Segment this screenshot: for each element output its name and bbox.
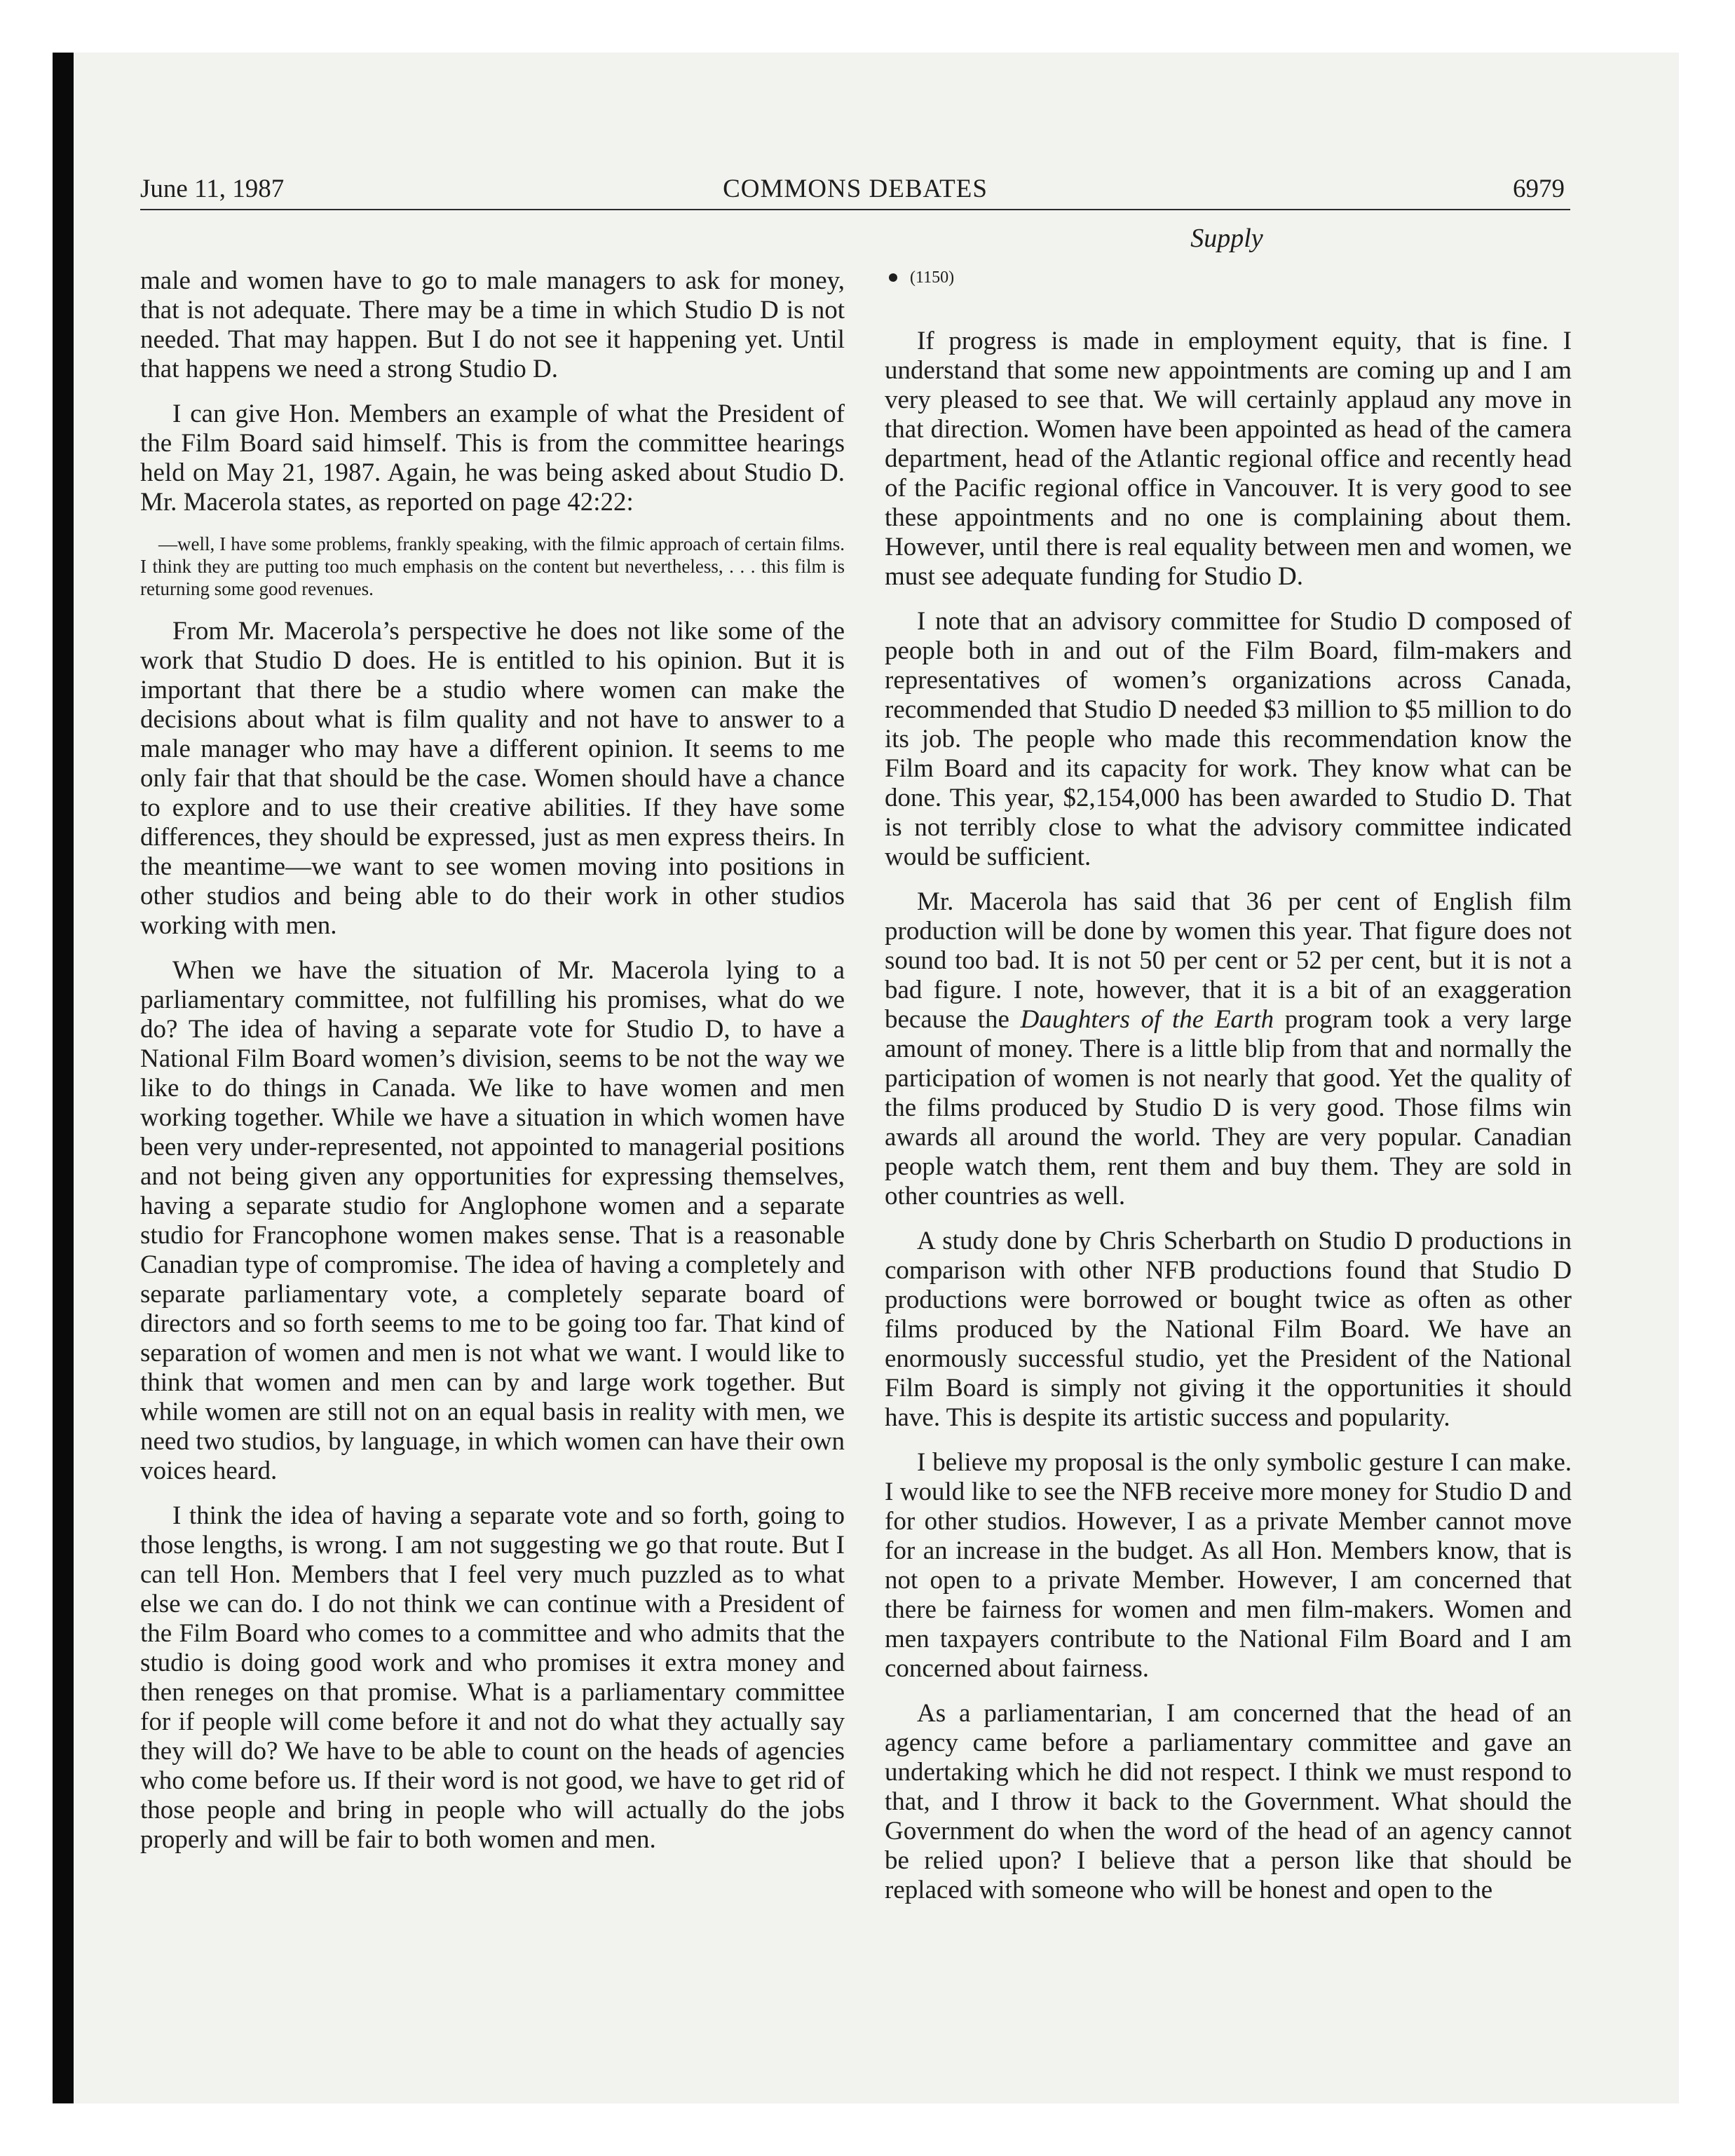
section-title: Supply: [1190, 224, 1263, 253]
paragraph: From Mr. Macerola’s perspective he does not like some of the work that Studio D does. He is entitled to his opinion. But it is important that there be a studio where women can make the decisions about what is film quality and not have to answer to a male manager who may have a different opinion. It seems to me only fair that that should be the case. Women should have a chance to explore and to use their creative abilities. If they have some differences, they should be expressed, just as men express theirs. In the meantime—we want to see women moving into positions in other studios and being able to do their work in other studios working with men.: [140, 617, 845, 940]
paragraph-text: Mr. Macerola has said that 36 per cent of English film production will be done by women this year. That figure does not sound too bad. It is not 50 per cent or 52 per cent, but it is not a bad figure. I note, however, that it is a bit of an exaggeration because the: [885, 887, 1572, 1034]
bullet-icon: [889, 273, 897, 282]
page-header: [140, 170, 1570, 210]
paragraph: I can give Hon. Members an example of what the President of the Film Board said himself. This is from the committee hearings held on May 21, 1987. Again, he was being asked about Studio D. Mr. Macerola states, as reported on page 42:22:: [140, 400, 845, 517]
paragraph: When we have the situation of Mr. Macerola lying to a parliamentary committee, not fulfilling his promises, what do we do? The idea of having a separate vote for Studio D, to have a National Film Board women’s division, seems to be not the way we like to do things in Canada. We like to have women and men working together. While we have a situation in which women have been very under-represented, not appointed to managerial positions and not being given any opportunities for expressing themselves, having a separate studio for Anglophone women and a separate studio for Francophone women makes sense. That is a reasonable Canadian type of compromise. The idea of having a completely and separate parliamentary vote, a completely separate board of directors and so forth seems to me to be going too far. That kind of separation of women and men is not what we want. I would like to think that women and men can by and large work together. But while women are still not on an equal basis in reality with men, we need two studios, by language, in which women can have their own voices heard.: [140, 956, 845, 1485]
time-marker-text: (1150): [910, 268, 955, 287]
paragraph: I think the idea of having a separate vote and so forth, going to those lengths, is wrong. I am not suggesting we go that route. But I can tell Hon. Members that I feel very much puzzled as to what else we can do. I do not think we can continue with a President of the Film Board who comes to a committee and who admits that the studio is doing good work and who promises it extra money and then reneges on that promise. What is a parliamentary committee for if people will come before it and not do what they actually say they will do? We have to be able to count on the heads of agencies who come before us. If their word is not good, we have to get rid of those people and bring in people who will actually do the jobs properly and will be fair to both women and men.: [140, 1501, 845, 1854]
paragraph-text: program took a very large amount of money. There is a little blip from that and normally the participation of women is not nearly that good. Yet the quality of the films produced by Studio D is very good. Those films win awards all around the world. They are very popular. Canadian people watch them, rent them and buy them. They are sold in other countries as well.: [885, 1005, 1572, 1210]
paragraph: male and women have to go to male managers to ask for money, that is not adequate. There may be a time in which Studio D is not needed. That may happen. But I do not see it happening yet. Until that happens we need a strong Studio D.: [140, 266, 845, 383]
paragraph: I note that an advisory committee for Studio D composed of people both in and out of the Film Board, film-makers and representatives of women’s organizations across Canada, recommended that Studio D needed $3 million to $5 million to do its job. The people who made this recommendation know the Film Board and its capacity for work. They know what can be done. This year, $2,154,000 has been awarded to Studio D. That is not terribly close to what the advisory committee indicated would be sufficient.: [885, 607, 1572, 871]
paragraph: [885, 887, 1572, 1211]
paragraph: I believe my proposal is the only symbolic gesture I can make. I would like to see the NFB receive more money for Studio D and for other studios. However, I as a private Member cannot move for an increase in the budget. As all Hon. Members know, that is not open to a private Member. However, I am concerned that there be fairness for women and men film-makers. Women and men taxpayers contribute to the National Film Board and I am concerned about fairness.: [885, 1448, 1572, 1683]
paragraph: A study done by Chris Scherbarth on Studio D productions in comparison with other NFB productions found that Studio D productions were borrowed or bought twice as often as other films produced by the National Film Board. We have an enormously successful studio, yet the President of the National Film Board is simply not giving it the opportunities it should have. This is despite its artistic success and popularity.: [885, 1227, 1572, 1432]
header-date: June 11, 1987: [140, 175, 285, 203]
block-quote: —well, I have some problems, frankly speaking, with the filmic approach of certain films. I think they are putting too much emphasis on the content but nevertheless, . . . this film is returning some good revenues.: [140, 533, 845, 599]
paragraph: As a parliamentarian, I am concerned that the head of an agency came before a parliamentary committee and gave an undertaking which he did not respect. I think we must respond to that, and I throw it back to the Government. What should the Government do when the word of the head of an agency cannot be relied upon? I believe that a person like that should be replaced with someone who will be honest and open to the: [885, 1699, 1572, 1904]
time-marker: [885, 266, 1572, 289]
program-title: Daughters of the Earth: [1020, 1005, 1274, 1034]
left-column: [140, 266, 845, 1870]
header-page-number: 6979: [1513, 175, 1565, 203]
right-column: [885, 266, 1572, 1920]
binding-edge: [53, 53, 74, 2103]
header-publication-title: COMMONS DEBATES: [723, 175, 988, 203]
paragraph: If progress is made in employment equity, that is fine. I understand that some new appointments are coming up and I am very pleased to see that. We will certainly applaud any move in that direction. Women have been appointed as head of the camera department, head of the Atlantic regional office and recently head of the Pacific regional office in Vancouver. It is very good to see these appointments and no one is complaining about them. However, until there is real equality between men and women, we must see adequate funding for Studio D.: [885, 327, 1572, 591]
